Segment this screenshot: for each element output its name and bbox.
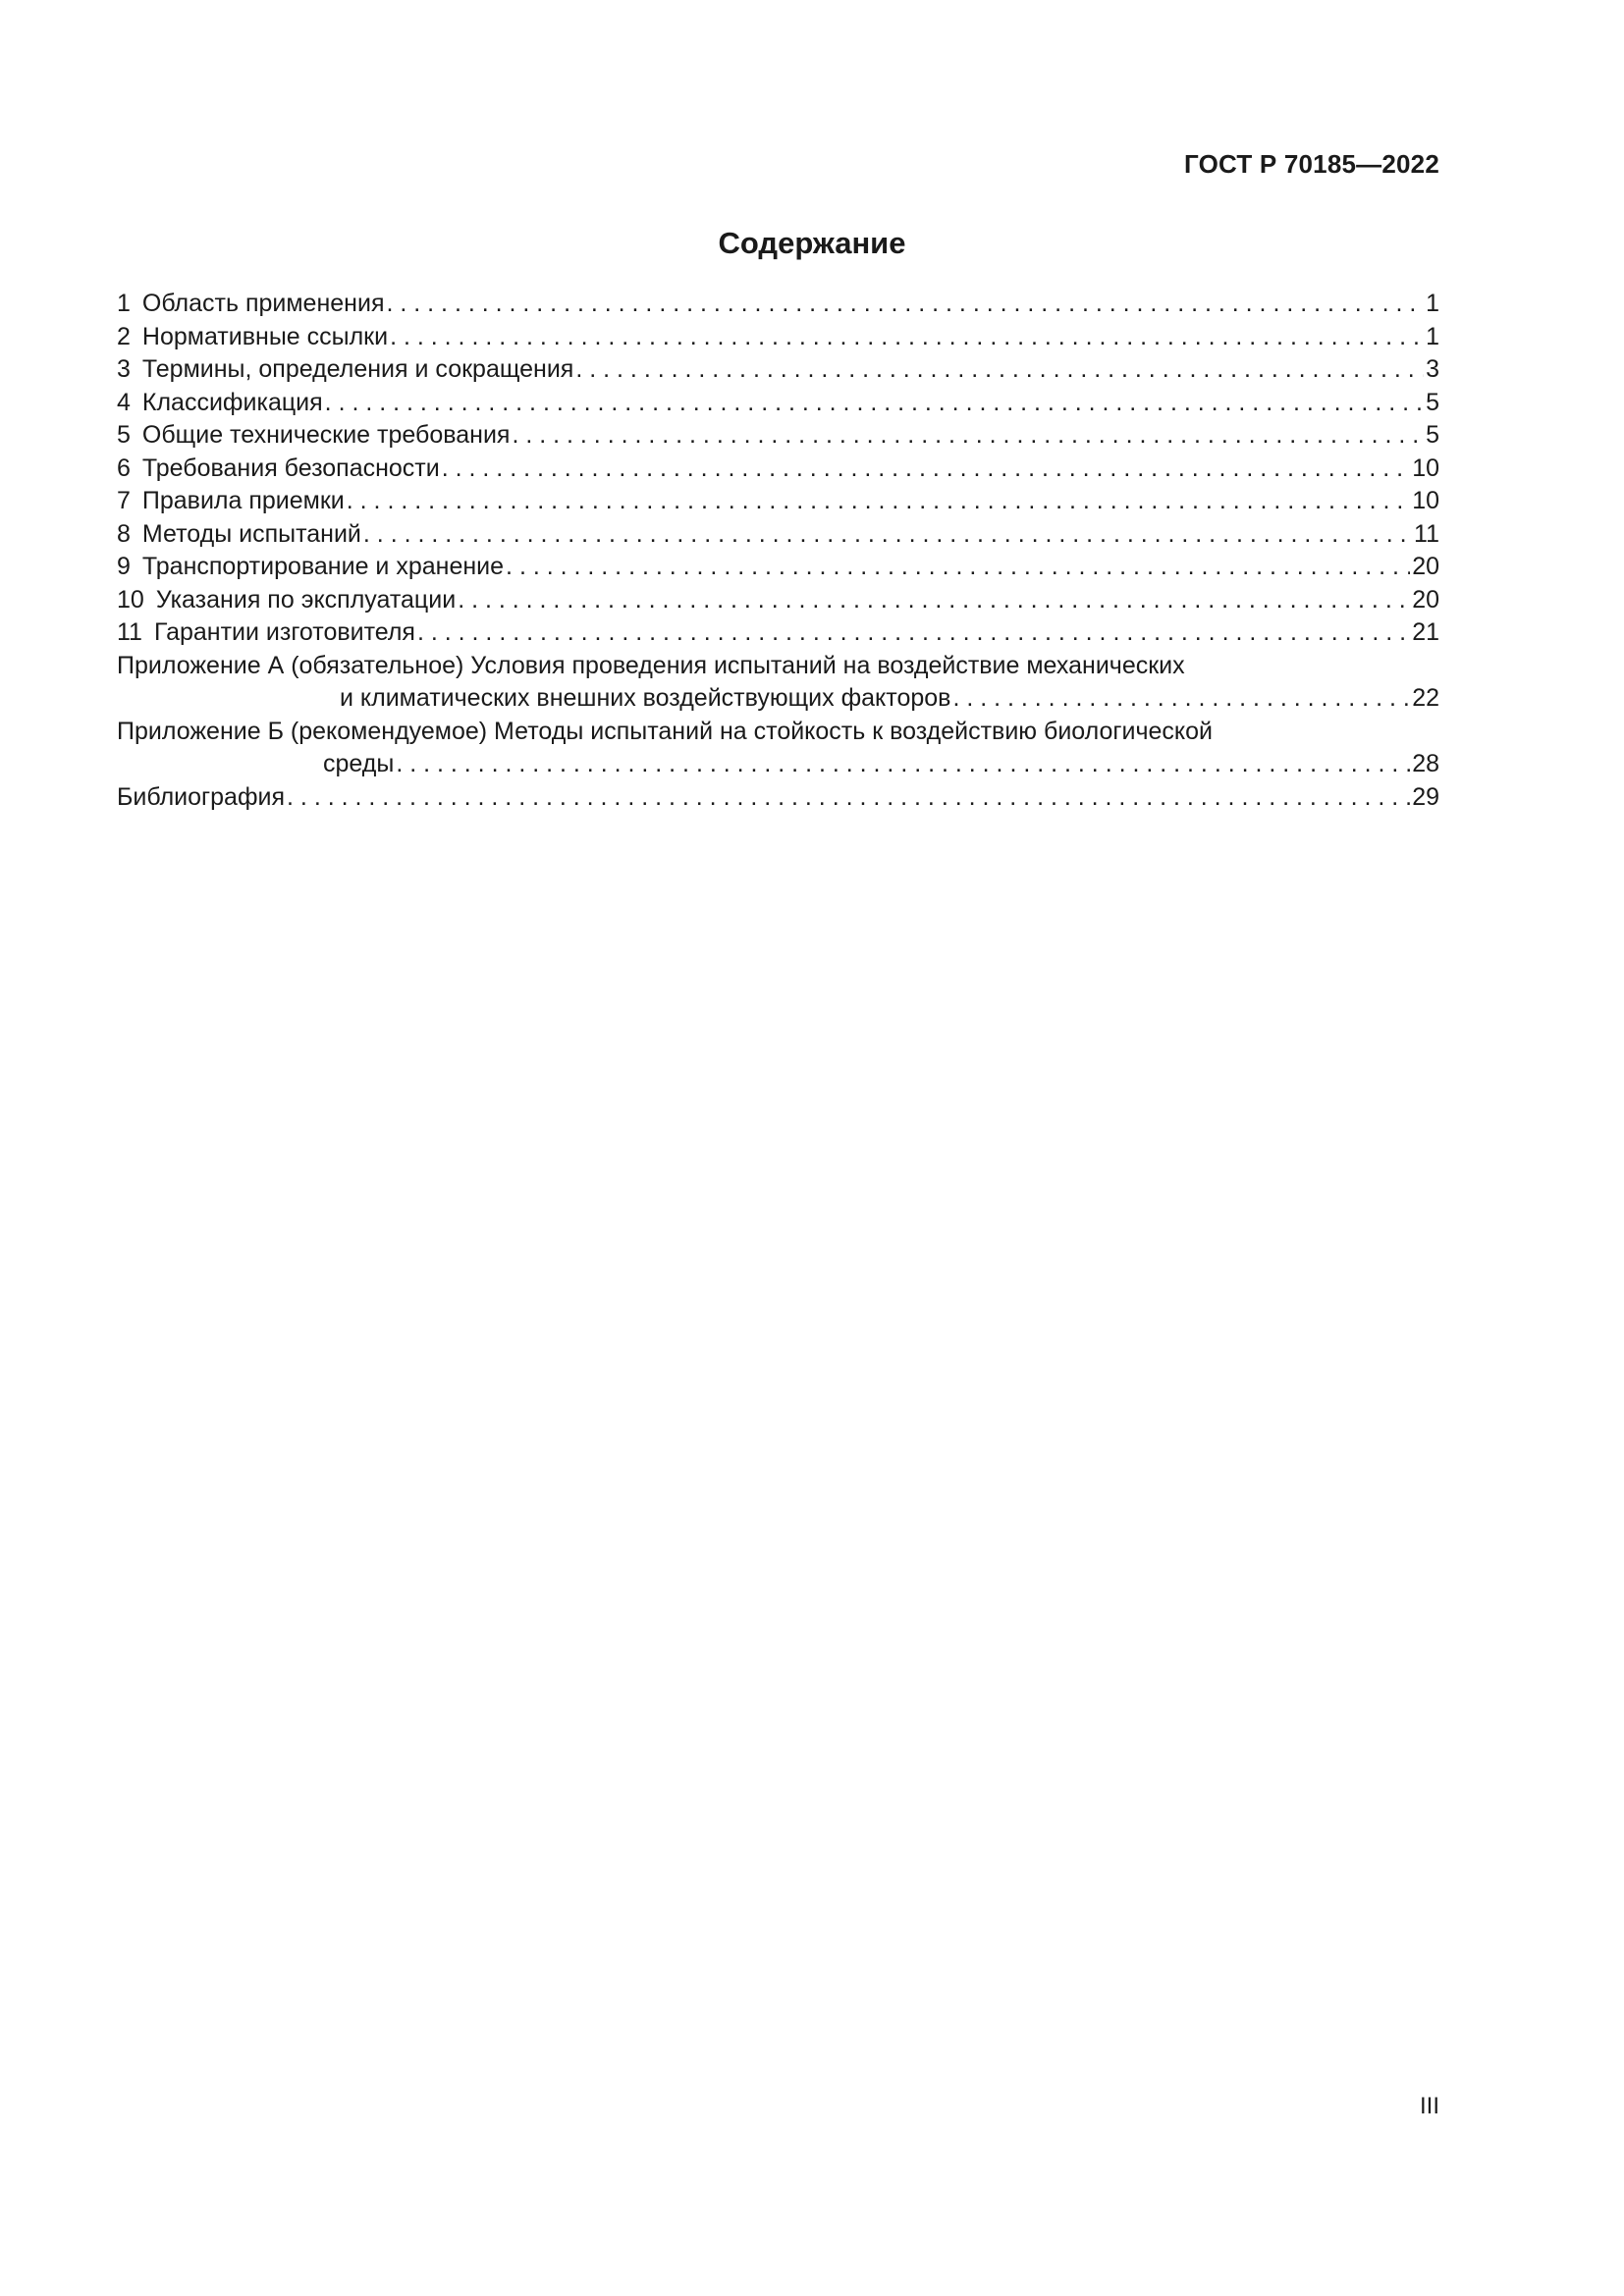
toc-entry-page: 3 [1426, 355, 1439, 383]
toc-bibliography[interactable] [117, 781, 1439, 815]
toc-entry-page: 29 [1412, 782, 1439, 811]
appendix-continuation [117, 682, 1439, 716]
appendix-title-line: Приложение Б (рекомендуемое) Методы испытаний на стойкость к воздействию биологической [117, 717, 1214, 745]
toc-entry-page: 21 [1412, 618, 1439, 646]
toc-entry-number: 11 [117, 618, 142, 646]
toc-entry-number: 10 [117, 585, 144, 614]
toc-entry-label: Указания по эксплуатации [155, 585, 457, 614]
toc-entry-2[interactable] [117, 321, 1439, 354]
toc-entry-page: 1 [1426, 322, 1439, 350]
toc-entry-label: Термины, определения и сокращения [141, 355, 574, 383]
toc-entry-page: 10 [1412, 487, 1439, 514]
toc-entry-number: 8 [117, 519, 131, 548]
toc-entry-page: 22 [1412, 684, 1439, 712]
dot-leader [575, 353, 1424, 387]
dot-leader [325, 387, 1424, 420]
dot-leader [417, 616, 1410, 650]
dot-leader [347, 485, 1410, 518]
toc-entry-page: 5 [1426, 421, 1439, 449]
dot-leader [363, 518, 1412, 552]
toc-entry-page: 1 [1426, 290, 1439, 317]
dot-leader [287, 781, 1410, 815]
toc-entry-label: Область применения [141, 290, 385, 317]
toc-entry-number: 1 [117, 290, 131, 317]
page-title: Содержание [718, 226, 906, 260]
toc-entry-number: 9 [117, 553, 131, 580]
page-number: III [1419, 2093, 1439, 2119]
dot-leader [512, 419, 1424, 453]
dot-leader [506, 551, 1410, 584]
toc-entry-label: Нормативные ссылки [141, 322, 389, 350]
toc-entry-page: 20 [1412, 585, 1439, 614]
toc-entry-number: 4 [117, 388, 131, 416]
toc-entry-10[interactable] [117, 584, 1439, 617]
toc-entry-label: Гарантии изготовителя [153, 618, 415, 646]
toc-appendix-b[interactable] [117, 716, 1439, 781]
dot-leader [390, 321, 1424, 354]
table-of-contents [117, 288, 1439, 814]
toc-entry-number: 7 [117, 487, 131, 514]
toc-entry-4[interactable] [117, 387, 1439, 420]
dot-leader [458, 584, 1410, 617]
toc-entry-label: Методы испытаний [141, 519, 361, 548]
toc-entry-label: Требования безопасности [141, 454, 440, 482]
toc-entry-label: Классификация [141, 388, 323, 416]
toc-entry-label: Транспортирование и хранение [141, 553, 505, 580]
toc-appendix-a[interactable] [117, 650, 1439, 716]
toc-entry-label: Правила приемки [141, 487, 345, 514]
toc-entry-number: 6 [117, 454, 131, 482]
toc-entry-1[interactable] [117, 288, 1439, 321]
toc-entry-number: 5 [117, 421, 131, 449]
toc-entry-label: Общие технические требования [141, 421, 511, 449]
toc-entry-label: Библиография [117, 782, 286, 811]
toc-entry-page: 11 [1414, 519, 1439, 548]
toc-entry-number: 2 [117, 322, 131, 350]
toc-entry-11[interactable] [117, 616, 1439, 650]
toc-entry-page: 28 [1412, 750, 1439, 777]
toc-entry-page: 5 [1426, 388, 1439, 416]
toc-entry-page: 20 [1412, 553, 1439, 580]
document-code: ГОСТ Р 70185—2022 [1184, 149, 1439, 179]
toc-entry-8[interactable] [117, 518, 1439, 552]
toc-entry-3[interactable] [117, 353, 1439, 387]
dot-leader [442, 453, 1410, 486]
toc-entry-5[interactable] [117, 419, 1439, 453]
toc-entry-6[interactable] [117, 453, 1439, 486]
appendix-title-continuation: среды [323, 750, 395, 777]
toc-entry-page: 10 [1412, 454, 1439, 482]
toc-entry-7[interactable] [117, 485, 1439, 518]
appendix-title-continuation: и климатических внешних воздействующих факторов [340, 684, 951, 712]
toc-entry-9[interactable] [117, 551, 1439, 584]
dot-leader [386, 288, 1424, 321]
appendix-continuation [117, 748, 1439, 781]
dot-leader [952, 682, 1410, 716]
dot-leader [396, 748, 1410, 781]
appendix-title-line: Приложение А (обязательное) Условия проведения испытаний на воздействие механических [117, 651, 1185, 679]
toc-entry-number: 3 [117, 355, 131, 383]
